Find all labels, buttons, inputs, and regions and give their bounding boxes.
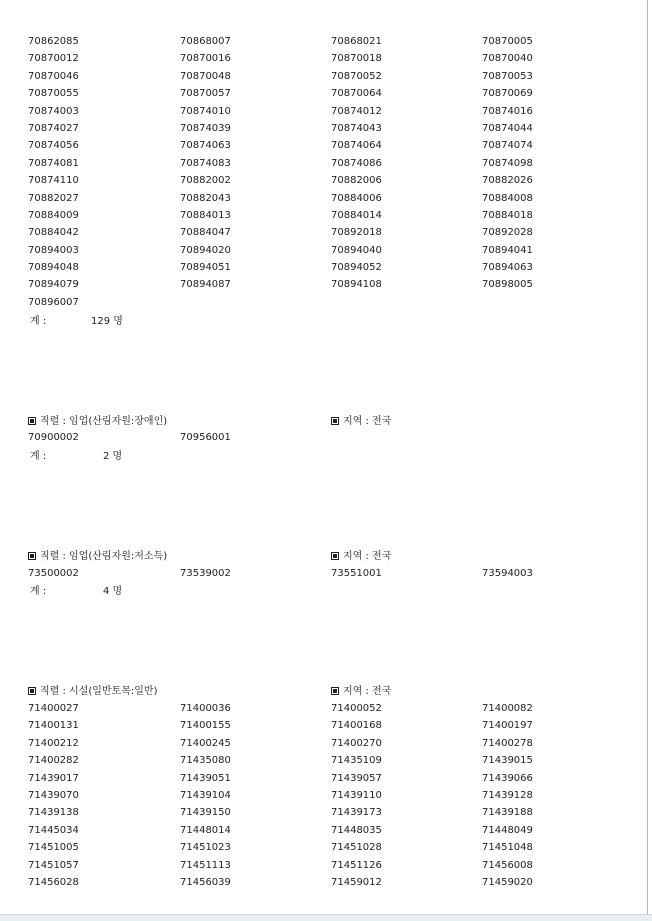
id-number: 71451048 xyxy=(482,842,533,854)
id-number: 70870016 xyxy=(180,53,231,65)
id-number: 70870048 xyxy=(180,70,231,82)
id-number: 70884014 xyxy=(331,209,382,221)
id-number: 73500002 xyxy=(28,568,79,579)
id-number: 70874043 xyxy=(331,122,382,134)
number-row xyxy=(0,207,640,224)
id-number: 70874016 xyxy=(482,105,533,117)
region-label: 지역 : 전국 xyxy=(331,547,391,562)
id-number: 71439051 xyxy=(180,772,231,784)
id-number: 73539002 xyxy=(180,568,231,579)
id-number: 70896007 xyxy=(28,296,79,308)
id-number: 71435080 xyxy=(180,755,231,767)
number-row xyxy=(0,735,640,752)
id-number: 70870046 xyxy=(28,70,79,82)
id-number: 70874083 xyxy=(180,157,231,169)
total-label: 계 : xyxy=(30,316,47,327)
region-label: 지역 : 전국 xyxy=(331,412,391,427)
id-number: 71456039 xyxy=(180,876,231,888)
id-number: 70882006 xyxy=(331,175,382,187)
id-number: 73551001 xyxy=(331,568,382,579)
total-count: 129 명 xyxy=(91,316,123,327)
number-row xyxy=(0,787,640,804)
id-number: 71451113 xyxy=(180,859,231,871)
id-number: 70894003 xyxy=(28,244,79,256)
square-bullet-icon xyxy=(331,417,339,425)
number-grid-section-3 xyxy=(0,565,640,582)
id-number: 71439188 xyxy=(482,807,533,819)
id-number: 70956001 xyxy=(180,432,231,443)
square-bullet-icon xyxy=(331,552,339,560)
number-row xyxy=(0,565,640,582)
number-row xyxy=(0,172,640,189)
id-number: 70884008 xyxy=(482,192,533,204)
number-row xyxy=(0,429,640,446)
id-number: 70870052 xyxy=(331,70,382,82)
id-number: 71435109 xyxy=(331,755,382,767)
number-row xyxy=(0,276,640,293)
id-number: 70874064 xyxy=(331,140,382,152)
id-number: 71451057 xyxy=(28,859,79,871)
number-row xyxy=(0,857,640,874)
id-number: 70874044 xyxy=(482,122,533,134)
section-header-4 xyxy=(0,682,640,698)
id-number: 71400245 xyxy=(180,737,231,749)
number-row xyxy=(0,137,640,154)
number-row xyxy=(0,822,640,839)
number-row xyxy=(0,155,640,172)
id-number: 70874056 xyxy=(28,140,79,152)
id-number: 71400082 xyxy=(482,703,533,714)
id-number: 70874027 xyxy=(28,122,79,134)
id-number: 71439128 xyxy=(482,789,533,801)
number-row xyxy=(0,33,640,50)
id-number: 71448035 xyxy=(331,824,382,836)
id-number: 70870069 xyxy=(482,88,533,100)
id-number: 70874063 xyxy=(180,140,231,152)
total-label: 계 : xyxy=(30,586,47,597)
number-grid-section-1 xyxy=(0,33,640,311)
id-number: 71400212 xyxy=(28,737,79,749)
id-number: 70870012 xyxy=(28,53,79,65)
id-number: 70884018 xyxy=(482,209,533,221)
number-row xyxy=(0,103,640,120)
id-number: 71439066 xyxy=(482,772,533,784)
id-number: 71456028 xyxy=(28,876,79,888)
number-row xyxy=(0,259,640,276)
number-row xyxy=(0,120,640,137)
id-number: 70874039 xyxy=(180,122,231,134)
id-number: 70870018 xyxy=(331,53,382,65)
id-number: 70862085 xyxy=(28,36,79,47)
square-bullet-icon xyxy=(28,687,36,695)
id-number: 70874098 xyxy=(482,157,533,169)
id-number: 70894041 xyxy=(482,244,533,256)
id-number: 71439057 xyxy=(331,772,382,784)
job-label: 직렬 : 시설(일반토목:일반) xyxy=(28,682,158,697)
number-row xyxy=(0,68,640,85)
id-number: 70868007 xyxy=(180,36,231,47)
number-row xyxy=(0,717,640,734)
number-row xyxy=(0,700,640,717)
id-number: 70892028 xyxy=(482,227,533,239)
id-number: 71439138 xyxy=(28,807,79,819)
total-count: 2 명 xyxy=(103,451,123,462)
id-number: 71448049 xyxy=(482,824,533,836)
number-grid-section-2 xyxy=(0,429,640,446)
id-number: 70884042 xyxy=(28,227,79,239)
id-number: 71439070 xyxy=(28,789,79,801)
id-number: 71400168 xyxy=(331,720,382,732)
id-number: 71400197 xyxy=(482,720,533,732)
id-number: 71459020 xyxy=(482,876,533,888)
id-number: 73594003 xyxy=(482,568,533,579)
id-number: 71459012 xyxy=(331,876,382,888)
id-number: 71439104 xyxy=(180,789,231,801)
id-number: 70868021 xyxy=(331,36,382,47)
number-row xyxy=(0,50,640,67)
id-number: 71448014 xyxy=(180,824,231,836)
id-number: 70870005 xyxy=(482,36,533,47)
id-number: 71451005 xyxy=(28,842,79,854)
id-number: 70870064 xyxy=(331,88,382,100)
square-bullet-icon xyxy=(28,552,36,560)
id-number: 70874110 xyxy=(28,175,79,187)
id-number: 71445034 xyxy=(28,824,79,836)
id-number: 71400270 xyxy=(331,737,382,749)
id-number: 71400036 xyxy=(180,703,231,714)
id-number: 70894063 xyxy=(482,262,533,274)
section-header-3 xyxy=(0,547,640,563)
id-number: 70894048 xyxy=(28,262,79,274)
id-number: 70884006 xyxy=(331,192,382,204)
id-number: 71400027 xyxy=(28,703,79,714)
job-label: 직렬 : 임업(산림자원:저소득) xyxy=(28,547,167,562)
number-row xyxy=(0,752,640,769)
section-header-2 xyxy=(0,412,640,428)
square-bullet-icon xyxy=(28,417,36,425)
id-number: 70882026 xyxy=(482,175,533,187)
number-grid-section-4 xyxy=(0,700,640,891)
id-number: 70874086 xyxy=(331,157,382,169)
id-number: 71439150 xyxy=(180,807,231,819)
square-bullet-icon xyxy=(331,687,339,695)
id-number: 70874081 xyxy=(28,157,79,169)
number-row xyxy=(0,874,640,891)
id-number: 71439015 xyxy=(482,755,533,767)
number-row xyxy=(0,85,640,102)
id-number: 70884013 xyxy=(180,209,231,221)
number-row xyxy=(0,242,640,259)
id-number: 70882027 xyxy=(28,192,79,204)
number-row xyxy=(0,190,640,207)
id-number: 70884047 xyxy=(180,227,231,239)
id-number: 70870057 xyxy=(180,88,231,100)
id-number: 70874003 xyxy=(28,105,79,117)
id-number: 71456008 xyxy=(482,859,533,871)
total-label: 계 : xyxy=(30,451,47,462)
number-row xyxy=(0,804,640,821)
id-number: 70894108 xyxy=(331,279,382,291)
id-number: 71400131 xyxy=(28,720,79,732)
id-number: 71439110 xyxy=(331,789,382,801)
id-number: 70870040 xyxy=(482,53,533,65)
id-number: 71400155 xyxy=(180,720,231,732)
id-number: 70870055 xyxy=(28,88,79,100)
id-number: 71451126 xyxy=(331,859,382,871)
number-row xyxy=(0,770,640,787)
number-row xyxy=(0,224,640,241)
id-number: 70894051 xyxy=(180,262,231,274)
id-number: 70900002 xyxy=(28,432,79,443)
job-label: 직렬 : 임업(산림자원:장애인) xyxy=(28,412,167,427)
id-number: 70874074 xyxy=(482,140,533,152)
id-number: 70894020 xyxy=(180,244,231,256)
page-right-border xyxy=(647,0,648,914)
id-number: 71400282 xyxy=(28,755,79,767)
id-number: 70892018 xyxy=(331,227,382,239)
number-row xyxy=(0,839,640,856)
id-number: 70894040 xyxy=(331,244,382,256)
id-number: 71439017 xyxy=(28,772,79,784)
id-number: 70874012 xyxy=(331,105,382,117)
id-number: 70898005 xyxy=(482,279,533,291)
id-number: 71439173 xyxy=(331,807,382,819)
id-number: 71400052 xyxy=(331,703,382,714)
region-label: 지역 : 전국 xyxy=(331,682,391,697)
id-number: 70894052 xyxy=(331,262,382,274)
number-row xyxy=(0,294,640,311)
total-count: 4 명 xyxy=(103,586,123,597)
id-number: 70882043 xyxy=(180,192,231,204)
id-number: 70884009 xyxy=(28,209,79,221)
id-number: 71451023 xyxy=(180,842,231,854)
id-number: 70894087 xyxy=(180,279,231,291)
id-number: 71400278 xyxy=(482,737,533,749)
id-number: 70894079 xyxy=(28,279,79,291)
id-number: 70874010 xyxy=(180,105,231,117)
id-number: 71451028 xyxy=(331,842,382,854)
id-number: 70870053 xyxy=(482,70,533,82)
id-number: 70882002 xyxy=(180,175,231,187)
